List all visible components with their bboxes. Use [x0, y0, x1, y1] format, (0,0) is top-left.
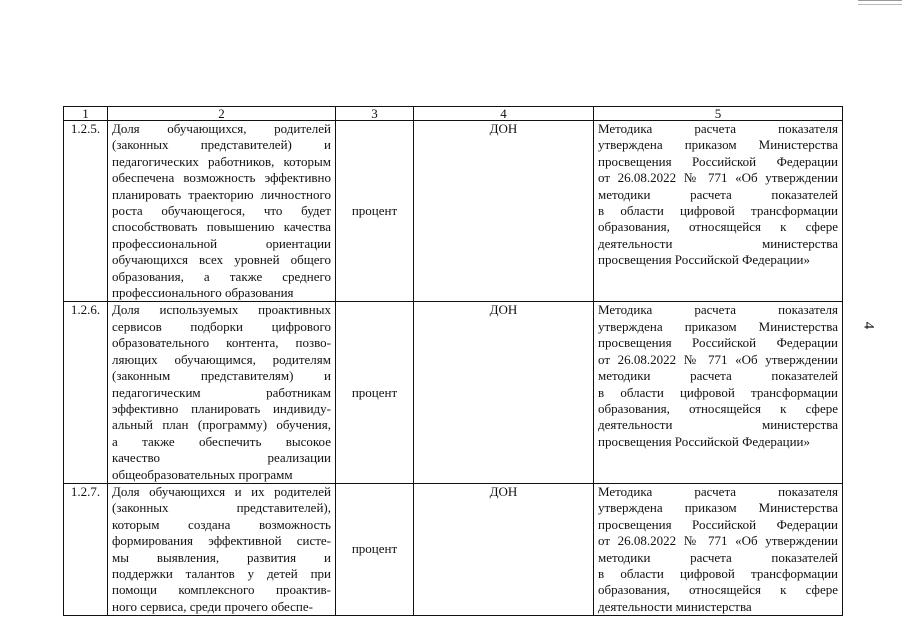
text-line: деятельности министерства	[598, 235, 838, 251]
responsible-source: ДОН	[414, 121, 594, 302]
text-line: сервисов подборки цифрового	[112, 318, 331, 334]
text-line: ного сервиса, среди прочего обеспе-	[112, 598, 313, 614]
text-line: Методика расчета показателя	[598, 302, 838, 318]
text-line: от 26.08.2022 № 771 «Об утверждении	[598, 170, 838, 186]
text-line: (законных представителей),	[112, 500, 331, 516]
text-line: формирования эффективной систе-	[112, 533, 331, 549]
text-line: которым создана возможность	[112, 516, 331, 532]
row-number: 1.2.7.	[64, 483, 108, 615]
header-cell: 2	[108, 107, 336, 121]
text-line: образования, относящейся к сфере	[598, 582, 838, 598]
text-line: роста обучающегося, что будет	[112, 203, 331, 219]
text-line: методики расчета показателей	[598, 186, 838, 202]
text-line: качество реализации	[112, 450, 331, 466]
table-row	[64, 483, 843, 615]
text-line: утверждена приказом Министерства	[598, 318, 838, 334]
text-line: Доля используемых проактивных	[112, 302, 331, 318]
indicator-name	[108, 302, 336, 483]
text-line: Методика расчета показателя	[598, 121, 838, 136]
text-line: образования, а также среднего	[112, 268, 331, 284]
indicator-name	[108, 121, 336, 302]
text-line: просвещения Российской Федерации	[598, 516, 838, 532]
page-number: 4	[860, 321, 877, 330]
text-line: от 26.08.2022 № 771 «Об утверждении	[598, 351, 838, 367]
unit-of-measure: процент	[336, 302, 414, 483]
text-line: эффективно планировать индивиду-	[112, 400, 331, 416]
text-line: помощи комплексного проактив-	[112, 582, 331, 598]
header-cell: 4	[414, 107, 594, 121]
text-line: педагогическим работникам	[112, 384, 331, 400]
table-row	[64, 121, 843, 302]
text-line: альный план (программу) обучения,	[112, 417, 331, 433]
calculation-method	[594, 302, 843, 483]
text-line: общеобразовательных программ	[112, 466, 293, 482]
text-line: утверждена приказом Министерства	[598, 137, 838, 153]
text-line: в области цифровой трансформации	[598, 203, 838, 219]
row-number: 1.2.6.	[64, 302, 108, 483]
text-line: планировать траекторию личностного	[112, 186, 331, 202]
text-line: ляющих обучающимся, родителям	[112, 351, 331, 367]
text-line: просвещения Российской Федерации»	[598, 252, 811, 268]
text-line: в области цифровой трансформации	[598, 384, 838, 400]
text-line: просвещения Российской Федерации»	[598, 433, 811, 449]
header-cell: 1	[64, 107, 108, 121]
text-line: Методика расчета показателя	[598, 483, 838, 499]
unit-of-measure: процент	[336, 483, 414, 615]
text-line: деятельности министерства	[598, 417, 838, 433]
text-line: образовательного контента, позво-	[112, 335, 331, 351]
calculation-method	[594, 483, 843, 615]
text-line: от 26.08.2022 № 771 «Об утверждении	[598, 533, 838, 549]
text-line: Доля обучающихся и их родителей	[112, 483, 331, 499]
text-line: профессионального образования	[112, 285, 294, 301]
text-line: поддержки талантов у детей при	[112, 565, 331, 581]
text-line: мы выявления, развития и	[112, 549, 331, 565]
responsible-source: ДОН	[414, 302, 594, 483]
text-line: педагогических работников, которым	[112, 153, 331, 169]
text-line: профессиональной ориентации	[112, 235, 331, 251]
text-line: просвещения Российской Федерации	[598, 335, 838, 351]
text-line: (законным представителям) и	[112, 368, 331, 384]
responsible-source: ДОН	[414, 483, 594, 615]
text-line: Доля обучающихся, родителей	[112, 121, 331, 136]
text-line: деятельности министерства	[598, 598, 752, 614]
text-line: образования, относящейся к сфере	[598, 400, 838, 416]
text-line: в области цифровой трансформации	[598, 565, 838, 581]
text-line: а также обеспечить высокое	[112, 433, 331, 449]
unit-of-measure: процент	[336, 121, 414, 302]
text-line: (законных представителей) и	[112, 137, 331, 153]
text-line: обучающихся всех уровней общего	[112, 252, 331, 268]
table-header-row	[64, 107, 843, 121]
text-line: способствовать повышению качества	[112, 219, 331, 235]
text-line: обеспечена возможность эффективно	[112, 170, 331, 186]
header-cell: 5	[594, 107, 843, 121]
text-line: образования, относящейся к сфере	[598, 219, 838, 235]
table-row	[64, 302, 843, 483]
indicator-name	[108, 483, 336, 615]
indicators-table	[63, 106, 843, 616]
text-line: просвещения Российской Федерации	[598, 153, 838, 169]
row-number: 1.2.5.	[64, 121, 108, 302]
header-cell: 3	[336, 107, 414, 121]
text-line: утверждена приказом Министерства	[598, 500, 838, 516]
text-line: методики расчета показателей	[598, 368, 838, 384]
scan-corner-mark	[858, 0, 902, 5]
calculation-method	[594, 121, 843, 302]
text-line: методики расчета показателей	[598, 549, 838, 565]
